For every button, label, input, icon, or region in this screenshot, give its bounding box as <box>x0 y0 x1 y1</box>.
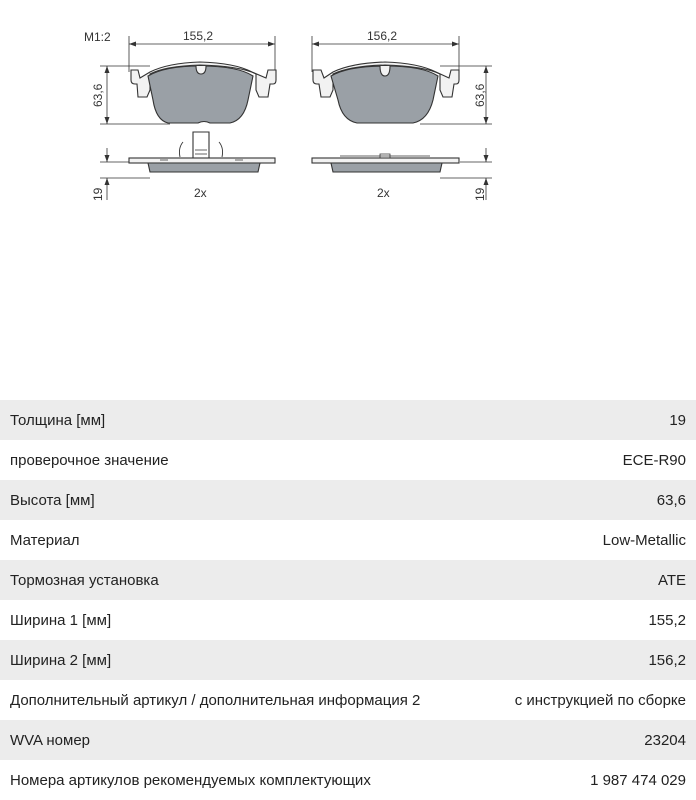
left-width-label: 155,2 <box>183 29 214 43</box>
right-qty-label: 2x <box>377 186 390 200</box>
left-pad-front-view <box>100 36 276 124</box>
spec-row-width-2 <box>0 640 696 680</box>
spec-label: Материал <box>10 531 80 549</box>
spec-value: 63,6 <box>656 491 686 509</box>
spec-label: проверочное значение <box>10 451 169 469</box>
right-thickness-label: 19 <box>473 187 487 201</box>
spec-value: ECE-R90 <box>622 451 686 469</box>
spec-row-additional-info <box>0 680 696 720</box>
left-pad-side-view <box>100 132 275 200</box>
right-width-label: 156,2 <box>367 29 398 43</box>
spec-row-brake-system <box>0 560 696 600</box>
spec-value: с инструкцией по сборке <box>514 691 686 709</box>
spec-row-test-value <box>0 440 696 480</box>
right-pad-front-view <box>312 36 492 124</box>
spec-label: Высота [мм] <box>10 491 95 509</box>
spec-value: 23204 <box>644 731 686 749</box>
spec-row-thickness <box>0 400 696 440</box>
spec-label: Толщина [мм] <box>10 411 106 429</box>
spec-label: Ширина 1 [мм] <box>10 611 112 629</box>
spec-label: WVA номер <box>10 731 91 749</box>
spec-label: Дополнительный артикул / дополнительная информация 2 <box>10 691 421 709</box>
spec-row-wva-number <box>0 720 696 760</box>
spec-value: 156,2 <box>648 651 686 669</box>
spec-label: Тормозная установка <box>10 571 159 589</box>
left-thickness-label: 19 <box>91 187 105 201</box>
spec-value: 1 987 474 029 <box>590 771 686 789</box>
spec-label: Ширина 2 [мм] <box>10 651 112 669</box>
spec-row-height <box>0 480 696 520</box>
spec-label: Номера артикулов рекомендуемых комплектующих <box>10 771 371 789</box>
spec-value: 155,2 <box>648 611 686 629</box>
right-pad-side-view <box>312 148 492 200</box>
spec-row-recommended-parts <box>0 760 696 800</box>
right-height-label: 63,6 <box>473 83 487 107</box>
specs-table <box>0 400 696 800</box>
left-qty-label: 2x <box>194 186 207 200</box>
left-height-label: 63,6 <box>91 83 105 107</box>
spec-row-width-1 <box>0 600 696 640</box>
scale-label: M1:2 <box>84 30 111 44</box>
spec-value: Low-Metallic <box>602 531 686 549</box>
spec-row-material <box>0 520 696 560</box>
spec-value: ATE <box>657 571 686 589</box>
spec-value: 19 <box>669 411 686 429</box>
